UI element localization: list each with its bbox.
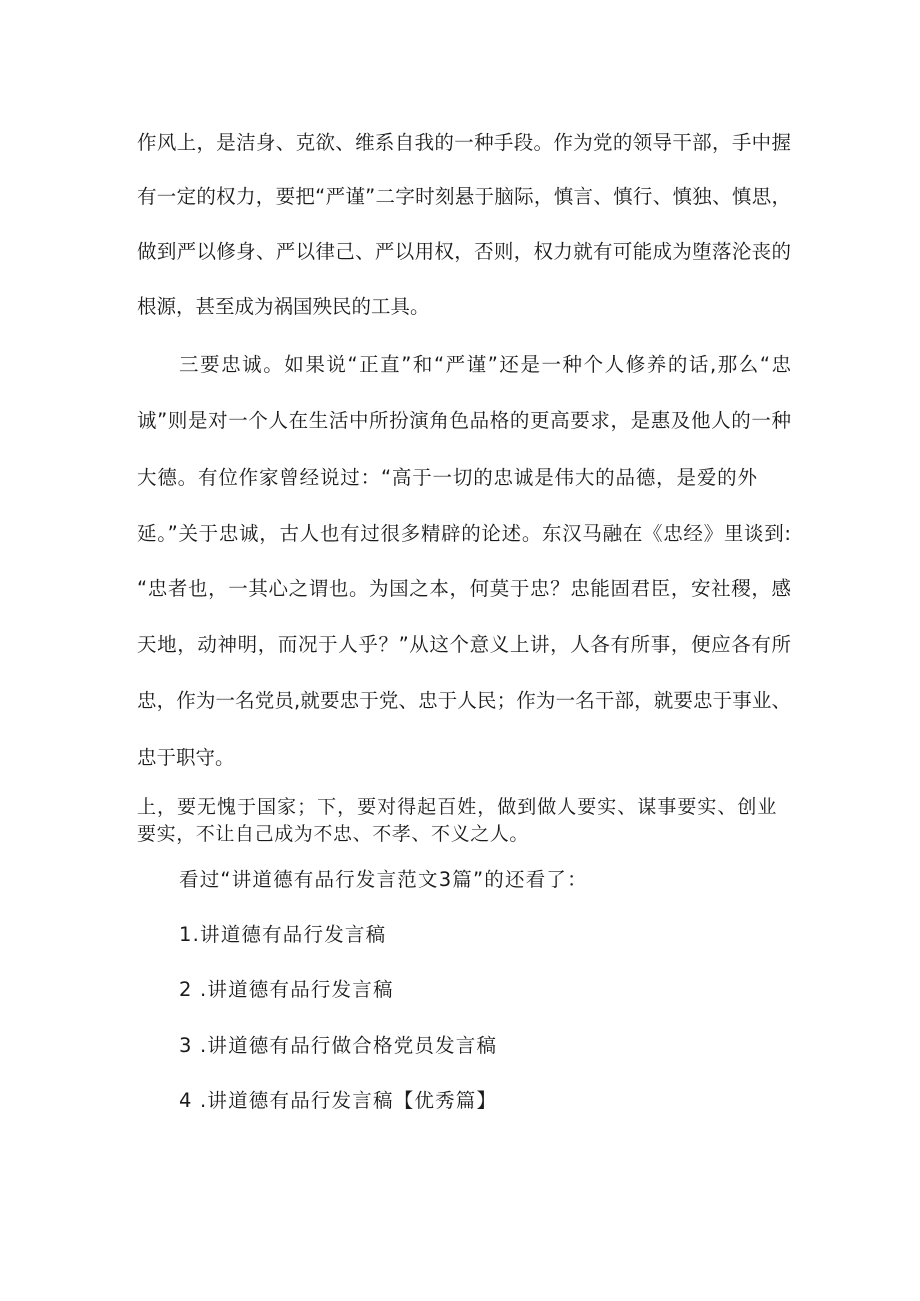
paragraph-3-line-2: 要实，不让自己成为不忠、不孝、不义之人。 bbox=[137, 823, 530, 845]
paragraph-1-line-2: 有一定的权力，要把“严谨”二字时刻悬于脑际，慎言、慎行、慎独、慎思， bbox=[137, 185, 791, 208]
related-link-4[interactable]: 4 .讲道德有品行发言稿【优秀篇】 bbox=[179, 1089, 498, 1112]
paragraph-2-line-7: 忠，作为一名党员,就要忠于党、忠于人民；作为一名干部，就要忠于事业、 bbox=[137, 689, 791, 712]
paragraph-2-line-5: “忠者也，一其心之谓也。为国之本，何莫于忠？忠能固君臣，安社稷，感 bbox=[137, 577, 791, 600]
paragraph-1-line-4: 根源，甚至成为祸国殃民的工具。 bbox=[137, 295, 430, 318]
related-link-3[interactable]: 3 .讲道德有品行做合格党员发言稿 bbox=[179, 1034, 498, 1057]
paragraph-1-line-1: 作风上，是洁身、克欲、维系自我的一种手段。作为党的领导干部，手中握 bbox=[137, 131, 791, 154]
paragraph-2-line-8: 忠于职守。 bbox=[137, 746, 235, 769]
related-link-1[interactable]: 1.讲道德有品行发言稿 bbox=[179, 923, 387, 946]
paragraph-2-line-3: 大德。有位作家曾经说过：“高于一切的忠诚是伟大的品德，是爱的外 bbox=[137, 466, 757, 489]
paragraph-2-line-4: 延。”关于忠诚，古人也有过很多精辟的论述。东汉马融在《忠经》里谈到: bbox=[137, 522, 791, 545]
related-intro: 看过“讲道德有品行发言范文3篇”的还看了： bbox=[179, 868, 588, 891]
related-link-2[interactable]: 2 .讲道德有品行发言稿 bbox=[179, 978, 394, 1001]
paragraph-3-line-1: 上，要无愧于国家；下，要对得起百姓，做到做人要实、谋事要实、创业 bbox=[137, 796, 777, 818]
paragraph-2-line-6: 天地，动神明，而况于人乎？”从这个意义上讲，人各有所事，便应各有所 bbox=[137, 633, 791, 656]
paragraph-2-line-1: 三要忠诚。如果说“正直”和“严谨”还是一种个人修养的话,那么“忠 bbox=[179, 353, 791, 376]
paragraph-1-line-3: 做到严以修身、严以律己、严以用权，否则，权力就有可能成为堕落沦丧的 bbox=[137, 240, 791, 263]
paragraph-2-line-2: 诚”则是对一个人在生活中所扮演角色品格的更高要求，是惠及他人的一种 bbox=[137, 409, 791, 432]
